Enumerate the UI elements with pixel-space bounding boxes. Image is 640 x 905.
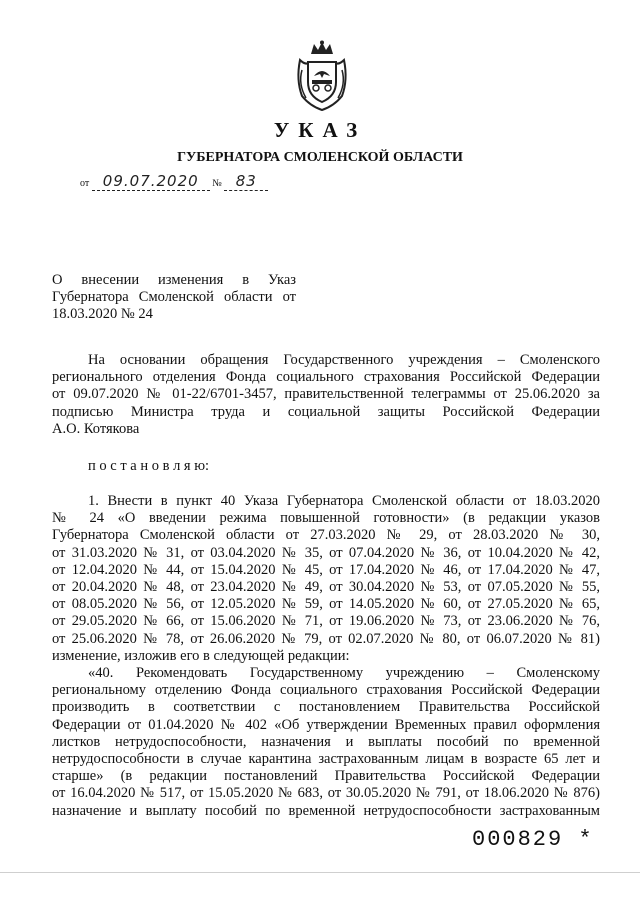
subject-line: Губернатора Смоленской области от <box>52 289 296 305</box>
subject-line: 18.03.2020 № 24 <box>52 306 153 322</box>
handwritten-date: 09.07.2020 <box>102 172 199 190</box>
item-1-line: № 24 «О введении режима повышенной готовности» (в редакции указов <box>52 510 600 527</box>
item-40-line: «40. Рекомендовать Государственному учреждению – Смоленскому <box>88 665 600 681</box>
item-40-line: нетрудоспособности в случае карантина застрахованным лицам в возрасте 65 лет и <box>52 751 600 768</box>
preamble-line: подписью Министра труда и социальной защиты Российской Федерации <box>52 403 600 420</box>
item-40-line: старше» (в редакции постановлений Правительства Российской Федерации <box>52 768 600 785</box>
number-prefix: № <box>212 178 222 189</box>
page-bottom-edge <box>0 872 640 873</box>
preamble-line: регионального отделения Фонда социального страхования Российской Федерации <box>52 369 600 386</box>
preamble-line: А.О. Котякова <box>52 420 140 437</box>
preamble-line: На основании обращения Государственного учреждения – Смоленского <box>88 352 600 368</box>
item-40-line: назначение и выплату пособий по временной нетрудоспособности застрахованным <box>52 802 600 819</box>
document-subtitle: ГУБЕРНАТОРА СМОЛЕНСКОЙ ОБЛАСТИ <box>177 150 463 165</box>
item-1-line: от 29.05.2020 № 66, от 15.06.2020 № 71, от 19.06.2020 № 73, от 23.06.2020 № 76, <box>52 613 600 630</box>
item-1-line: от 12.04.2020 № 44, от 15.04.2020 № 45, от 17.04.2020 № 46, от 17.04.2020 № 47, <box>52 561 600 578</box>
item-40-paragraph <box>52 665 600 820</box>
document-serial-number: 000829 * <box>472 827 594 852</box>
item-40-line: региональному отделению Фонда социального страхования Российской Федерации <box>52 682 600 699</box>
item-1-line: Губернатора Смоленской области от 27.03.2020 № 29, от 28.03.2020 № 30, <box>52 527 600 544</box>
date-prefix: от <box>80 178 90 189</box>
item-1-line: от 25.06.2020 № 78, от 26.06.2020 № 79, от 02.07.2020 № 80, от 06.07.2020 № 81) <box>52 630 600 647</box>
preamble-paragraph <box>52 352 600 438</box>
item-1-line: от 08.05.2020 № 56, от 12.05.2020 № 59, от 14.05.2020 № 60, от 27.05.2020 № 65, <box>52 596 600 613</box>
handwritten-number: 83 <box>235 172 257 190</box>
item-1-line: от 31.03.2020 № 31, от 03.04.2020 № 35, от 07.04.2020 № 36, от 10.04.2020 № 42, <box>52 544 600 561</box>
subject-line: О внесении изменения в Указ <box>52 272 296 288</box>
document-title: УКАЗ <box>273 118 367 142</box>
coat-of-arms-emblem <box>294 40 350 112</box>
item-40-line: листков нетрудоспособности, назначения и выплаты пособий по временной <box>52 733 600 750</box>
preamble-line: от 09.07.2020 № 01-22/6701-3457, правительственной телеграммы от 25.06.2020 за <box>52 386 600 403</box>
item-1-line: изменение, изложив его в следующей редакции: <box>52 647 350 664</box>
document-subject <box>52 272 296 323</box>
decree-word <box>52 458 600 475</box>
item-40-line: Федерации от 01.04.2020 № 402 «Об утверждении Временных правил оформления <box>52 716 600 733</box>
item-40-line: от 16.04.2020 № 517, от 15.05.2020 № 683, от 30.05.2020 № 791, от 18.06.2020 № 876) <box>52 785 600 802</box>
item-1-line: от 20.04.2020 № 48, от 23.04.2020 № 49, от 30.04.2020 № 53, от 07.05.2020 № 55, <box>52 579 600 596</box>
item-40-line: производить в соответствии с постановлением Правительства Российской <box>52 699 600 716</box>
item-1-paragraph <box>52 493 600 665</box>
decree-word-text: п о с т а н о в л я ю: <box>88 458 210 474</box>
date-number-line <box>80 172 268 191</box>
item-1-line: 1. Внести в пункт 40 Указа Губернатора Смоленской области от 18.03.2020 <box>88 493 600 509</box>
